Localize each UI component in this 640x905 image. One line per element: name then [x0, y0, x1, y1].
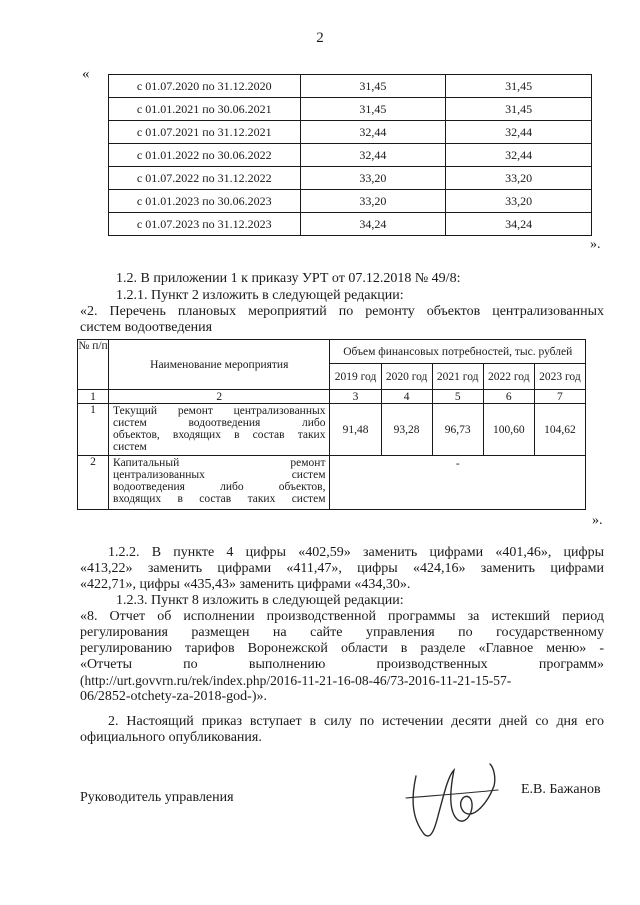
period-cell: с 01.07.2020 по 31.12.2020: [109, 75, 301, 98]
row-name-line: систем: [113, 441, 147, 453]
header-number: № п/п: [78, 340, 109, 390]
table-row: [78, 404, 586, 456]
value-cell: 32,44: [446, 121, 592, 144]
signer-name: Е.В. Бажанов: [521, 782, 601, 797]
table-row: [109, 144, 592, 167]
item8-line4: «Отчеты по выполнению производственных программ»: [80, 657, 604, 672]
table-row: [109, 213, 592, 236]
header-name: Наименование мероприятия: [109, 340, 330, 390]
item2-heading-line1: «2. Перечень плановых мероприятий по ремонту объектов централизованных: [80, 304, 604, 319]
measures-table: [77, 339, 586, 510]
column-index: 2: [109, 390, 330, 404]
value-cell: 34,24: [300, 213, 446, 236]
value-cell: 33,20: [300, 167, 446, 190]
item8-link-line2: 06/2852-otchety-za-2018-god-)».: [80, 689, 267, 704]
paragraph-1-2-3: 1.2.3. Пункт 8 изложить в следующей редакции:: [116, 593, 404, 608]
value-cell: 33,20: [300, 190, 446, 213]
row-name: [109, 404, 330, 456]
row-name: [109, 456, 330, 510]
row-value: 91,48: [330, 404, 381, 456]
value-cell: 31,45: [446, 75, 592, 98]
item8-link-line1: (http://urt.govvrn.ru/rek/index.php/2016-11-21-16-08-46/73-2016-11-21-15-57-: [80, 673, 512, 688]
closing-quote-2: ».: [592, 513, 603, 528]
period-cell: с 01.01.2022 по 30.06.2022: [109, 144, 301, 167]
column-index: 7: [534, 390, 585, 404]
row-value: 96,73: [432, 404, 483, 456]
period-cell: с 01.07.2021 по 31.12.2021: [109, 121, 301, 144]
row-name-line: централизованных систем: [113, 469, 326, 481]
page-number: 2: [316, 30, 324, 46]
paragraph-1-2-2-line1: 1.2.2. В пункте 4 цифры «402,59» заменить цифрами «401,46», цифры: [108, 545, 604, 560]
header-volume: Объем финансовых потребностей, тыс. рублей: [330, 340, 586, 364]
value-cell: 32,44: [300, 144, 446, 167]
period-cell: с 01.07.2022 по 31.12.2022: [109, 167, 301, 190]
row-name-line: входящих в состав таких систем: [113, 493, 326, 505]
period-cell: с 01.01.2021 по 30.06.2021: [109, 98, 301, 121]
column-index: 4: [381, 390, 432, 404]
table-row: [78, 456, 586, 510]
paragraph-1-2: 1.2. В приложении 1 к приказу УРТ от 07.12.2018 № 49/8:: [116, 271, 461, 286]
row-name-line: водоотведения либо объектов,: [113, 481, 326, 493]
row-value: 104,62: [534, 404, 585, 456]
value-cell: 31,45: [300, 75, 446, 98]
value-cell: 31,45: [446, 98, 592, 121]
value-cell: 32,44: [446, 144, 592, 167]
item8-line3: регулированию тарифов Воронежской области в разделе «Главное меню» -: [80, 641, 604, 656]
signer-title: Руководитель управления: [80, 790, 234, 805]
column-index: 3: [330, 390, 381, 404]
value-cell: 31,45: [300, 98, 446, 121]
row-name-line: объектов, входящих в состав таких: [113, 429, 326, 441]
value-cell: 33,20: [446, 190, 592, 213]
closing-quote-1: ».: [590, 237, 601, 252]
column-index: 6: [483, 390, 534, 404]
opening-quote: «: [82, 66, 90, 82]
item8-line1: «8. Отчет об исполнении производственной программы за истекший период: [80, 609, 604, 624]
table-row: [109, 75, 592, 98]
paragraph-1-2-1: 1.2.1. Пункт 2 изложить в следующей редакции:: [116, 288, 404, 303]
table-row: [109, 98, 592, 121]
header-year: 2022 год: [483, 364, 534, 390]
table-row: [109, 190, 592, 213]
paragraph-2-line2: официального опубликования.: [80, 730, 262, 745]
value-cell: 32,44: [300, 121, 446, 144]
header-year: 2023 год: [534, 364, 585, 390]
paragraph-1-2-2-line3: «422,71», цифры «435,43» заменить цифрами «434,30».: [80, 577, 411, 592]
value-cell: 34,24: [446, 213, 592, 236]
row-name-line: Капитальный ремонт: [113, 457, 326, 469]
row-name-line: систем водоотведения либо: [113, 417, 326, 429]
item2-heading-line2: систем водоотведения: [80, 320, 213, 335]
header-year: 2019 год: [330, 364, 381, 390]
header-year: 2021 год: [432, 364, 483, 390]
tariff-table: [108, 74, 592, 236]
table-row: [109, 121, 592, 144]
row-value: 100,60: [483, 404, 534, 456]
table-row: [109, 167, 592, 190]
period-cell: с 01.07.2023 по 31.12.2023: [109, 213, 301, 236]
row-value: 93,28: [381, 404, 432, 456]
paragraph-1-2-2-line2: «413,22» заменить цифрами «411,47», цифры «424,16» заменить цифрами: [80, 561, 604, 576]
item8-line2: регулирования размещен на сайте управления по государственному: [80, 625, 604, 640]
column-index: 5: [432, 390, 483, 404]
handwritten-signature: [398, 746, 508, 846]
row-name-line: Текущий ремонт централизованных: [113, 405, 326, 417]
row-number: 1: [78, 404, 109, 456]
value-cell: 33,20: [446, 167, 592, 190]
paragraph-2-line1: 2. Настоящий приказ вступает в силу по истечении десяти дней со дня его: [108, 714, 604, 729]
row-dash: -: [330, 456, 586, 510]
header-year: 2020 год: [381, 364, 432, 390]
column-index: 1: [78, 390, 109, 404]
period-cell: с 01.01.2023 по 30.06.2023: [109, 190, 301, 213]
row-number: 2: [78, 456, 109, 510]
